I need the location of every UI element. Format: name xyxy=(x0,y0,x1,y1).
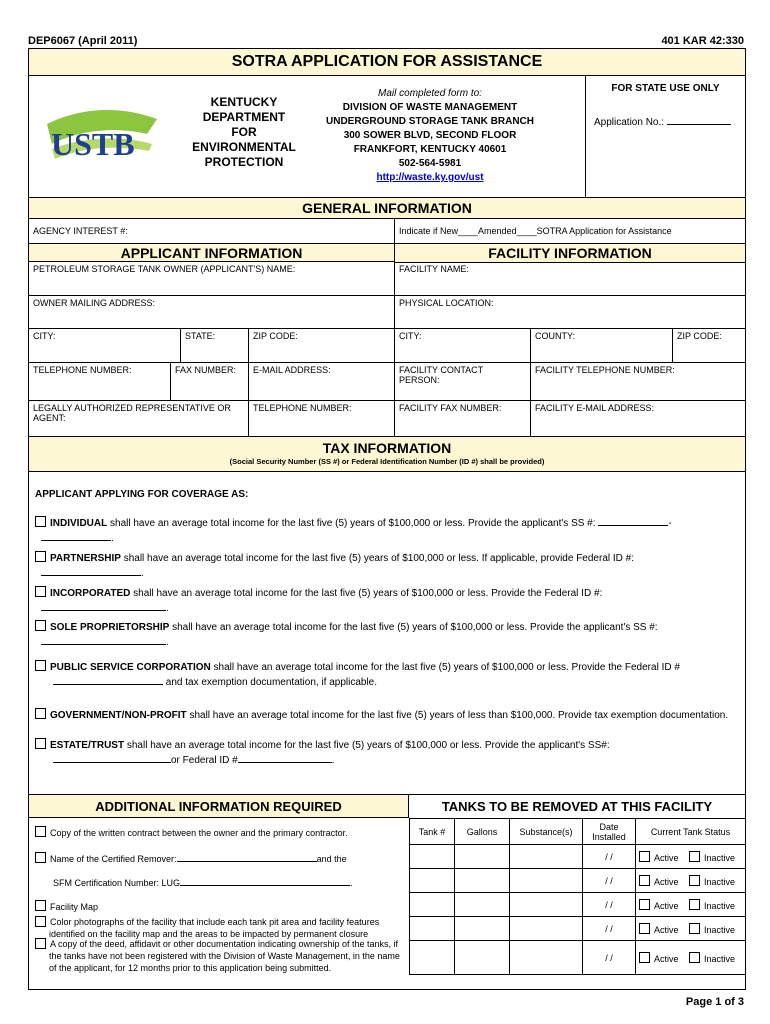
tax-info-header xyxy=(29,437,745,472)
table-row[interactable]: / / Active Inactive xyxy=(410,893,746,917)
facility-county-label: COUNTY: xyxy=(535,331,576,341)
regulation-code: 401 KAR 42:330 xyxy=(661,35,744,47)
checkbox[interactable] xyxy=(35,516,46,527)
logo-text: USTB xyxy=(51,126,135,162)
option-public-service[interactable]: PUBLIC SERVICE CORPORATION shall have an average total income for the last five (5) years of $100,000 or less. Provide the Federal ID # and tax exemption documentation, if applicable. xyxy=(35,660,735,689)
applicant-city-label: CITY: xyxy=(33,331,56,341)
department-line: ENVIRONMENTAL xyxy=(192,140,296,154)
owner-mailing-label: OWNER MAILING ADDRESS: xyxy=(33,298,156,308)
facility-city-field[interactable] xyxy=(395,329,531,363)
table-row[interactable]: / / Active Inactive xyxy=(410,941,746,975)
tanks-title: TANKS TO BE REMOVED AT THIS FACILITY xyxy=(409,794,745,819)
applicant-fax-label: FAX NUMBER: xyxy=(175,365,237,375)
item-deed[interactable]: A copy of the deed, affidavit or other documentation indicating ownership of the tanks, if the tanks have not been registered with the Division of Waste Management, in the name of the applicant, for 12 months prior to this application being submitted. xyxy=(35,938,405,974)
facility-email-field[interactable] xyxy=(531,401,745,437)
col-gallons: Gallons xyxy=(455,819,510,845)
form-id: DEP6067 (April 2011) xyxy=(28,35,138,47)
facility-fax-label: FACILITY FAX NUMBER: xyxy=(399,403,502,413)
applicant-tel-field[interactable] xyxy=(29,363,171,401)
col-date: Date Installed xyxy=(583,819,636,845)
option-individual[interactable]: INDIVIDUAL shall have an average total income for the last five (5) years of $100,000 or less. Provide the applicant's SS #: - . xyxy=(35,515,735,545)
item-facility-map[interactable]: Facility Map xyxy=(35,900,98,913)
owner-name-label: PETROLEUM STORAGE TANK OWNER (APPLICANT'S) NAME: xyxy=(33,264,296,274)
checkbox[interactable] xyxy=(35,551,46,562)
additional-info-title: ADDITIONAL INFORMATION REQUIRED xyxy=(29,794,409,818)
applicant-state-label: STATE: xyxy=(185,331,216,341)
checkbox[interactable] xyxy=(35,586,46,597)
agency-interest-label: AGENCY INTEREST #: xyxy=(33,226,128,236)
facility-fax-field[interactable] xyxy=(395,401,531,437)
option-estate-trust[interactable]: ESTATE/TRUST shall have an average total income for the last five (5) years of $100,000 or less. Provide the applicant's SS#: or Federal ID # . xyxy=(35,738,735,767)
checkbox[interactable] xyxy=(35,620,46,631)
department-line: PROTECTION xyxy=(204,155,284,169)
tax-info-title: TAX INFORMATION xyxy=(322,440,452,456)
applicant-city-field[interactable] xyxy=(29,329,181,363)
item-sfm[interactable]: SFM Certification Number: LUG . xyxy=(53,875,403,889)
application-no-field[interactable] xyxy=(667,114,731,125)
option-incorporated[interactable]: INCORPORATED shall have an average total income for the last five (5) years of $100,000 or less. Provide the Federal ID #: . xyxy=(35,586,735,615)
facility-zip-field[interactable] xyxy=(673,329,745,363)
col-status: Current Tank Status xyxy=(636,819,746,845)
applicant-fax-field[interactable] xyxy=(171,363,249,401)
option-government[interactable]: GOVERNMENT/NON-PROFIT shall have an average total income for the last five (5) years of less than $100,000. Provide tax exemption documentation. xyxy=(35,708,735,722)
application-type-field[interactable] xyxy=(395,218,745,244)
applicant-email-label: E-MAIL ADDRESS: xyxy=(253,365,331,375)
facility-name-field[interactable] xyxy=(395,262,745,296)
state-use-box xyxy=(585,75,745,197)
checkbox[interactable] xyxy=(35,660,46,671)
general-info-title: GENERAL INFORMATION xyxy=(29,197,745,219)
coverage-heading: APPLICANT APPLYING FOR COVERAGE AS: xyxy=(35,489,249,500)
mail-intro: Mail completed form to: xyxy=(378,88,482,99)
item-contract[interactable]: Copy of the written contract between the owner and the primary contractor. xyxy=(35,826,348,839)
facility-name-label: FACILITY NAME: xyxy=(399,264,469,274)
rep-agent-field[interactable] xyxy=(29,401,249,437)
facility-info-title: FACILITY INFORMATION xyxy=(395,244,745,263)
tax-info-note: (Social Security Number (SS #) or Federal Identification Number (ID #) shall be provided) xyxy=(229,457,545,466)
mailing-address xyxy=(321,87,539,185)
facility-email-label: FACILITY E-MAIL ADDRESS: xyxy=(535,403,655,413)
option-partnership[interactable]: PARTNERSHIP shall have an average total income for the last five (5) years of $100,000 or less. If applicable, provide Federal ID #: . xyxy=(35,551,735,580)
applicant-tel-label: TELEPHONE NUMBER: xyxy=(33,365,132,375)
physical-location-field[interactable] xyxy=(395,296,745,329)
department-line: KENTUCKY xyxy=(210,95,278,109)
address-line: DIVISION OF WASTE MANAGEMENT xyxy=(342,102,518,113)
applicant-zip-field[interactable] xyxy=(249,329,395,363)
col-tank: Tank # xyxy=(410,819,455,845)
physical-location-label: PHYSICAL LOCATION: xyxy=(399,298,494,308)
facility-zip-label: ZIP CODE: xyxy=(677,331,722,341)
tanks-header-row xyxy=(410,819,746,845)
tanks-table xyxy=(409,818,745,975)
ustb-logo xyxy=(37,89,167,179)
rep-agent-label: LEGALLY AUTHORIZED REPRESENTATIVE OR AGENT: xyxy=(33,403,231,423)
applicant-zip-label: ZIP CODE: xyxy=(253,331,298,341)
application-type-label: Indicate if New____Amended____SOTRA Application for Assistance xyxy=(399,226,672,236)
facility-county-field[interactable] xyxy=(531,329,673,363)
address-line: 300 SOWER BLVD, SECOND FLOOR xyxy=(343,130,517,141)
application-form xyxy=(28,48,746,990)
table-row[interactable]: / / Active Inactive xyxy=(410,845,746,869)
rep-tel-label: TELEPHONE NUMBER: xyxy=(253,403,352,413)
address-line: 502-564-5981 xyxy=(398,158,462,169)
address-line: UNDERGROUND STORAGE TANK BRANCH xyxy=(326,116,534,127)
table-row[interactable]: / / Active Inactive xyxy=(410,917,746,941)
owner-mailing-field[interactable] xyxy=(29,296,395,329)
facility-city-label: CITY: xyxy=(399,331,422,341)
applicant-email-field[interactable] xyxy=(249,363,395,401)
applicant-state-field[interactable] xyxy=(181,329,249,363)
option-sole-proprietorship[interactable]: SOLE PROPRIETORSHIP shall have an average total income for the last five (5) years of $100,000 or less. Provide the applicant's SS #: . xyxy=(35,620,735,649)
checkbox[interactable] xyxy=(35,708,46,719)
col-substance: Substance(s) xyxy=(510,819,583,845)
department-line: FOR xyxy=(231,125,257,139)
applicant-info-title: APPLICANT INFORMATION xyxy=(29,244,395,262)
address-line: FRANKFORT, KENTUCKY 40601 xyxy=(353,144,507,155)
application-no-label: Application No.: xyxy=(594,117,665,128)
item-remover[interactable]: Name of the Certified Remover: and the xyxy=(35,851,405,865)
owner-name-field[interactable] xyxy=(29,262,395,296)
item-photographs[interactable]: Color photographs of the facility that include each tank pit area and facility features identified on the facility map and the areas to be impacted by permanent closure xyxy=(35,916,405,940)
facility-contact-label: FACILITY CONTACT PERSON: xyxy=(399,365,484,385)
website-link[interactable]: http://waste.ky.gov/ust xyxy=(376,172,484,183)
rep-tel-field[interactable] xyxy=(249,401,395,437)
department-line: DEPARTMENT xyxy=(202,110,286,124)
form-title: SOTRA APPLICATION FOR ASSISTANCE xyxy=(29,49,745,76)
facility-tel-field[interactable] xyxy=(531,363,745,401)
agency-interest-field[interactable] xyxy=(29,218,395,244)
table-row[interactable]: / / Active Inactive xyxy=(410,869,746,893)
checkbox[interactable] xyxy=(35,738,46,749)
department-name xyxy=(179,95,309,170)
facility-tel-label: FACILITY TELEPHONE NUMBER: xyxy=(535,365,675,375)
page-number: Page 1 of 3 xyxy=(685,996,744,1008)
state-use-title: FOR STATE USE ONLY xyxy=(611,83,720,94)
facility-contact-field[interactable] xyxy=(395,363,531,401)
